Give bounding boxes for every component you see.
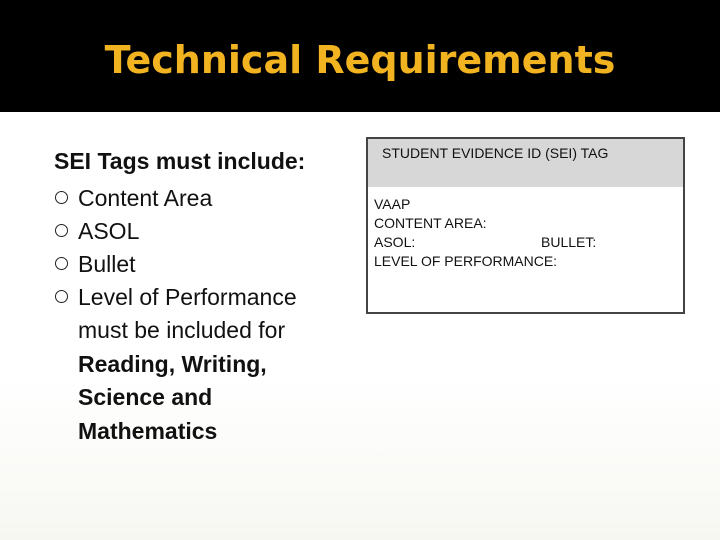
title-bar: [0, 0, 720, 112]
note-subjects-line: Science and: [78, 384, 213, 410]
tag-asol: ASOL:: [374, 234, 416, 250]
list-item: [54, 215, 354, 248]
list-item-label: ASOL: [78, 218, 140, 244]
tag-asol-row: [374, 233, 597, 252]
requirements-list: [54, 182, 354, 314]
list-item: [54, 182, 354, 215]
tag-bullet: BULLET:: [541, 234, 597, 250]
sei-tag-header: [368, 139, 683, 187]
note-subjects-line: Reading, Writing,: [78, 350, 267, 377]
slide-title: Technical Requirements: [104, 38, 616, 82]
tag-content-area: CONTENT AREA:: [374, 215, 487, 231]
sei-tag-body: [374, 195, 597, 271]
sei-tag-box: [366, 137, 685, 314]
list-item-label: Content Area: [78, 185, 213, 211]
note-line: must be included for: [78, 317, 286, 343]
circle-bullet-icon: [55, 191, 68, 204]
sei-tag-header-text: STUDENT EVIDENCE ID (SEI) TAG: [382, 145, 609, 161]
note-subjects-line: Mathematics: [78, 417, 218, 444]
list-item: [54, 281, 354, 314]
tag-level-of-performance: LEVEL OF PERFORMANCE:: [374, 253, 558, 269]
circle-bullet-icon: [55, 290, 68, 303]
list-item-label: Level of Performance: [78, 284, 297, 310]
subjects-note: [78, 314, 354, 448]
requirements-column: [54, 148, 354, 448]
tag-vaap: VAAP: [374, 196, 411, 212]
list-item-label: Bullet: [78, 251, 136, 277]
list-item: [54, 248, 354, 281]
circle-bullet-icon: [55, 224, 68, 237]
requirements-heading: SEI Tags must include:: [54, 148, 306, 174]
circle-bullet-icon: [55, 257, 68, 270]
